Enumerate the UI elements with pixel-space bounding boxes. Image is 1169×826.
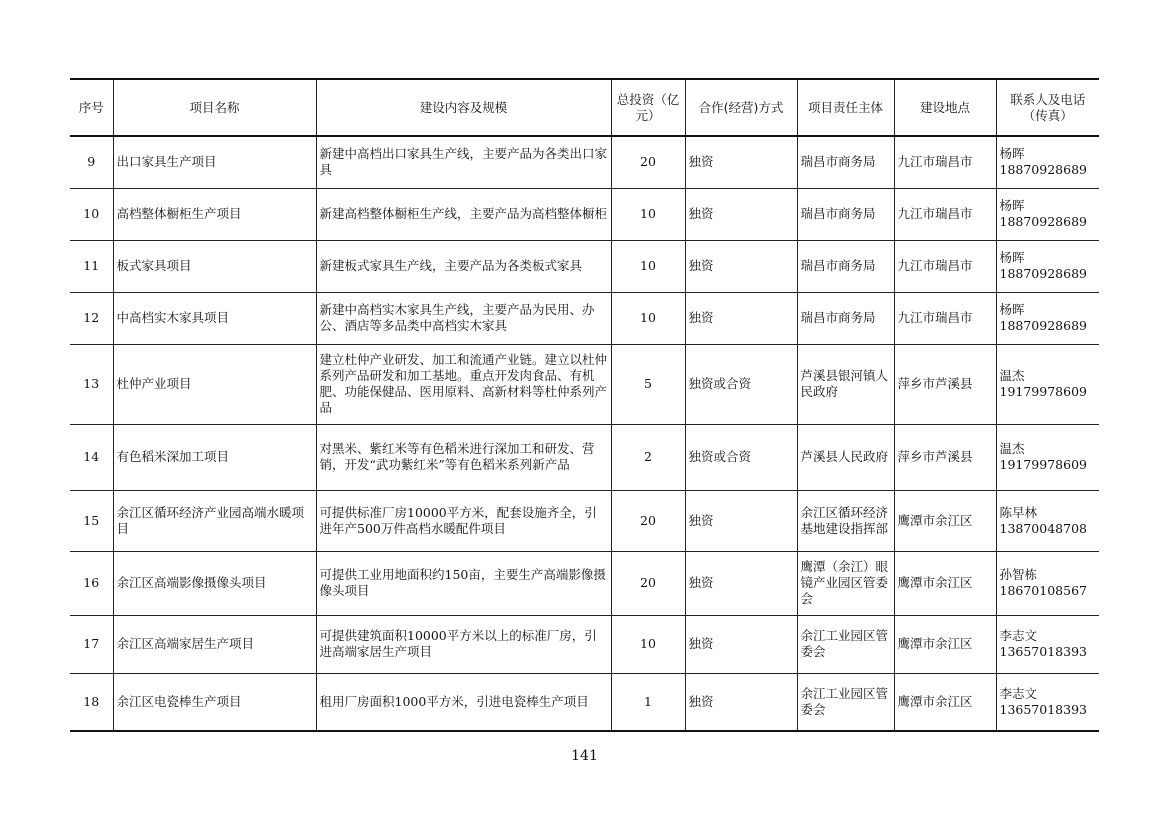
cell-name: 余江区循环经济产业园高端水暖项目	[113, 490, 316, 551]
header-content: 建设内容及规模	[316, 79, 611, 136]
cell-content: 新建中高档实木家具生产线，主要产品为民用、办公、酒店等多品类中高档实木家具	[316, 292, 611, 344]
contact-name: 温杰	[999, 441, 1025, 456]
cell-site: 萍乡市芦溪县	[894, 424, 996, 490]
cell-owner: 瑞昌市商务局	[797, 136, 894, 188]
cell-mode: 独资	[685, 240, 797, 292]
cell-no: 16	[70, 551, 113, 615]
cell-contact	[996, 240, 1099, 292]
cell-mode: 独资	[685, 136, 797, 188]
project-table	[70, 78, 1099, 732]
table-row	[70, 673, 1099, 731]
cell-mode: 独资	[685, 673, 797, 731]
cell-invest: 2	[611, 424, 685, 490]
cell-no: 14	[70, 424, 113, 490]
cell-contact	[996, 188, 1099, 240]
cell-invest: 1	[611, 673, 685, 731]
header-mode: 合作(经营)方式	[685, 79, 797, 136]
contact-name: 杨晖	[999, 302, 1025, 317]
cell-contact	[996, 344, 1099, 424]
cell-mode: 独资或合资	[685, 344, 797, 424]
contact-name: 李志文	[999, 628, 1038, 643]
header-name: 项目名称	[113, 79, 316, 136]
cell-content: 新建中高档出口家具生产线，主要产品为各类出口家具	[316, 136, 611, 188]
cell-owner: 余江工业园区管委会	[797, 615, 894, 673]
cell-owner: 余江区循环经济基地建设指挥部	[797, 490, 894, 551]
cell-no: 9	[70, 136, 113, 188]
cell-mode: 独资	[685, 292, 797, 344]
contact-name: 杨晖	[999, 198, 1025, 213]
cell-owner: 瑞昌市商务局	[797, 240, 894, 292]
cell-contact	[996, 615, 1099, 673]
contact-phone: 18870928689	[999, 162, 1087, 178]
cell-content: 建立杜仲产业研发、加工和流通产业链。建立以杜仲系列产品研发和加工基地。重点开发肉食品、有机肥、功能保健品、医用原料、高新材料等杜仲系列产品	[316, 344, 611, 424]
cell-owner: 芦溪县银河镇人民政府	[797, 344, 894, 424]
contact-name: 杨晖	[999, 146, 1025, 162]
cell-contact	[996, 424, 1099, 490]
cell-contact	[996, 292, 1099, 344]
table-row	[70, 615, 1099, 673]
cell-no: 12	[70, 292, 113, 344]
contact-phone: 19179978609	[999, 457, 1087, 472]
cell-name: 余江区高端家居生产项目	[113, 615, 316, 673]
cell-content: 对黑米、紫红米等有色稻米进行深加工和研发、营销，开发“武功紫红米”等有色稻米系列新产品	[316, 424, 611, 490]
cell-mode: 独资	[685, 615, 797, 673]
cell-name: 余江区电瓷棒生产项目	[113, 673, 316, 731]
cell-contact	[996, 673, 1099, 731]
table-row	[70, 240, 1099, 292]
cell-site: 九江市瑞昌市	[894, 292, 996, 344]
cell-invest: 20	[611, 136, 685, 188]
cell-no: 18	[70, 673, 113, 731]
contact-phone: 19179978609	[999, 384, 1087, 399]
cell-owner: 瑞昌市商务局	[797, 188, 894, 240]
contact-phone: 18870928689	[999, 214, 1087, 229]
cell-site: 鹰潭市余江区	[894, 551, 996, 615]
header-owner: 项目责任主体	[797, 79, 894, 136]
cell-invest: 5	[611, 344, 685, 424]
table-row	[70, 424, 1099, 490]
contact-name: 杨晖	[999, 250, 1025, 265]
contact-name: 孙智栋	[999, 567, 1038, 582]
cell-content: 可提供工业用地面积约150亩，主要生产高端影像摄像头项目	[316, 551, 611, 615]
cell-content: 新建高档整体橱柜生产线，主要产品为高档整体橱柜	[316, 188, 611, 240]
header-no: 序号	[70, 79, 113, 136]
contact-name: 李志文	[999, 685, 1038, 701]
cell-name: 出口家具生产项目	[113, 136, 316, 188]
cell-contact	[996, 551, 1099, 615]
cell-site: 九江市瑞昌市	[894, 188, 996, 240]
cell-mode: 独资	[685, 551, 797, 615]
contact-phone: 18870928689	[999, 318, 1087, 333]
cell-site: 鹰潭市余江区	[894, 490, 996, 551]
table-row	[70, 292, 1099, 344]
cell-mode: 独资	[685, 188, 797, 240]
contact-phone: 13657018393	[999, 701, 1087, 717]
cell-no: 15	[70, 490, 113, 551]
header-invest: 总投资（亿元）	[611, 79, 685, 136]
cell-no: 11	[70, 240, 113, 292]
cell-mode: 独资	[685, 490, 797, 551]
cell-site: 九江市瑞昌市	[894, 240, 996, 292]
cell-site: 鹰潭市余江区	[894, 673, 996, 731]
table-row	[70, 136, 1099, 188]
cell-invest: 10	[611, 240, 685, 292]
cell-owner: 余江工业园区管委会	[797, 673, 894, 731]
cell-content: 租用厂房面积1000平方米，引进电瓷棒生产项目	[316, 673, 611, 731]
cell-contact	[996, 490, 1099, 551]
cell-site: 鹰潭市余江区	[894, 615, 996, 673]
cell-no: 10	[70, 188, 113, 240]
contact-name: 陈早林	[999, 504, 1038, 520]
cell-owner: 鹰潭（余江）眼镜产业园区管委会	[797, 551, 894, 615]
cell-invest: 10	[611, 615, 685, 673]
cell-no: 13	[70, 344, 113, 424]
cell-invest: 10	[611, 188, 685, 240]
cell-site: 九江市瑞昌市	[894, 136, 996, 188]
cell-name: 杜仲产业项目	[113, 344, 316, 424]
cell-invest: 20	[611, 551, 685, 615]
table-row	[70, 188, 1099, 240]
page-number: 141	[571, 748, 598, 764]
cell-site: 萍乡市芦溪县	[894, 344, 996, 424]
cell-invest: 10	[611, 292, 685, 344]
cell-name: 高档整体橱柜生产项目	[113, 188, 316, 240]
cell-no: 17	[70, 615, 113, 673]
cell-mode: 独资或合资	[685, 424, 797, 490]
cell-content: 可提供建筑面积10000平方米以上的标准厂房，引进高端家居生产项目	[316, 615, 611, 673]
header-site: 建设地点	[894, 79, 996, 136]
cell-owner: 芦溪县人民政府	[797, 424, 894, 490]
contact-phone: 18670108567	[999, 583, 1087, 598]
cell-name: 有色稻米深加工项目	[113, 424, 316, 490]
contact-phone: 13657018393	[999, 644, 1087, 659]
cell-content: 可提供标准厂房10000平方米，配套设施齐全，引进年产500万件高档水暖配件项目	[316, 490, 611, 551]
cell-name: 中高档实木家具项目	[113, 292, 316, 344]
table-row	[70, 551, 1099, 615]
cell-contact	[996, 136, 1099, 188]
table-row	[70, 344, 1099, 424]
header-contact: 联系人及电话（传真）	[996, 79, 1099, 136]
cell-content: 新建板式家具生产线，主要产品为各类板式家具	[316, 240, 611, 292]
table-header-row	[70, 79, 1099, 136]
cell-name: 板式家具项目	[113, 240, 316, 292]
cell-name: 余江区高端影像摄像头项目	[113, 551, 316, 615]
cell-invest: 20	[611, 490, 685, 551]
table-row	[70, 490, 1099, 551]
contact-phone: 13870048708	[999, 520, 1087, 536]
contact-name: 温杰	[999, 368, 1025, 383]
cell-owner: 瑞昌市商务局	[797, 292, 894, 344]
contact-phone: 18870928689	[999, 266, 1087, 281]
